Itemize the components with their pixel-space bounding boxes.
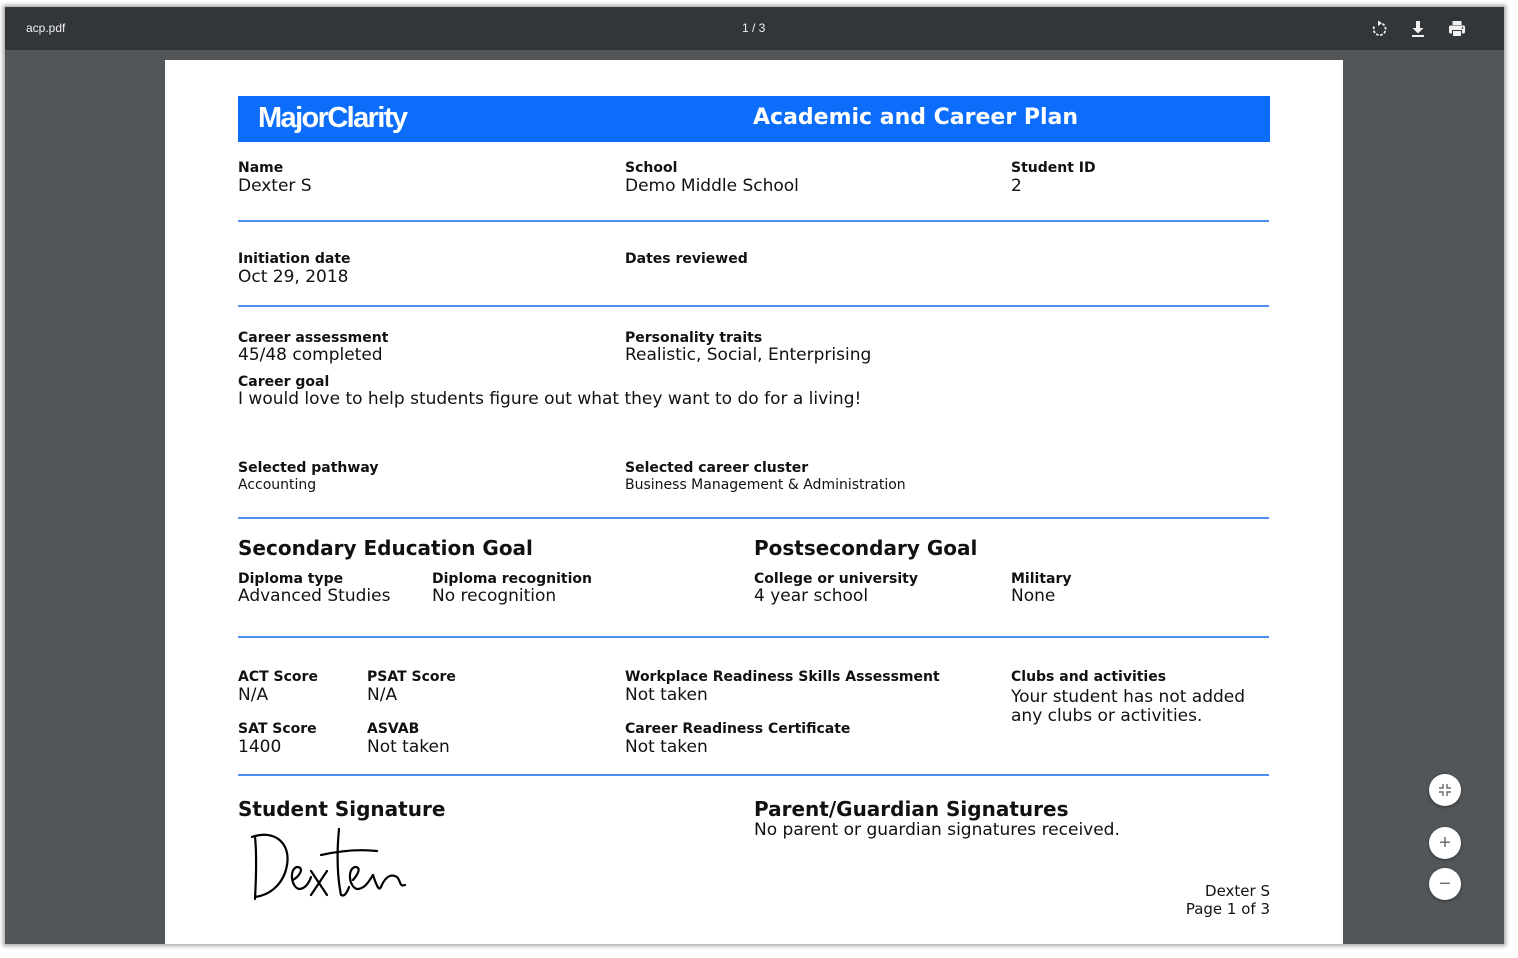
download-icon — [1407, 18, 1429, 40]
footer-page: Page 1 of 3 — [1185, 900, 1270, 918]
rotate-icon — [1368, 18, 1390, 40]
rotate-button[interactable] — [1368, 18, 1390, 40]
college-label: College or university — [754, 571, 918, 587]
minus-icon: − — [1439, 872, 1451, 895]
psat-score-value: N/A — [367, 685, 398, 705]
school-label: School — [625, 160, 678, 176]
career-goal-label: Career goal — [238, 374, 330, 390]
psat-score-label: PSAT Score — [367, 669, 456, 685]
school-value: Demo Middle School — [625, 176, 799, 196]
act-score-label: ACT Score — [238, 669, 318, 685]
parent-signatures-heading: Parent/Guardian Signatures — [754, 797, 1069, 821]
selected-career-cluster-label: Selected career cluster — [625, 460, 809, 476]
print-button[interactable] — [1446, 18, 1468, 40]
student-id-value: 2 — [1011, 176, 1022, 196]
clubs-value-line1: Your student has not added — [1011, 687, 1246, 707]
personality-traits-value: Realistic, Social, Enterprising — [625, 345, 872, 365]
selected-pathway-value: Accounting — [238, 477, 317, 493]
personality-traits-label: Personality traits — [625, 330, 763, 346]
wrsa-value: Not taken — [625, 685, 708, 705]
download-button[interactable] — [1407, 18, 1429, 40]
page-indicator: 1 / 3 — [742, 21, 766, 35]
section-divider — [238, 220, 1269, 222]
page-footer — [1186, 882, 1270, 918]
parent-signatures-value: No parent or guardian signatures received. — [754, 820, 1120, 840]
student-signature-heading: Student Signature — [238, 797, 446, 821]
section-divider — [238, 305, 1269, 307]
sat-score-label: SAT Score — [238, 721, 317, 737]
section-divider — [238, 517, 1269, 519]
postsecondary-goal-heading: Postsecondary Goal — [754, 536, 978, 560]
college-value: 4 year school — [754, 586, 869, 606]
name-value: Dexter S — [238, 176, 312, 196]
viewer-toolbar — [5, 7, 1504, 50]
wrsa-label: Workplace Readiness Skills Assessment — [625, 669, 940, 685]
name-label: Name — [238, 160, 284, 176]
zoom-out-button[interactable] — [1429, 868, 1461, 900]
section-divider — [238, 636, 1269, 638]
pdf-page — [165, 60, 1343, 944]
diploma-recognition-label: Diploma recognition — [432, 571, 592, 587]
document-title: Academic and Career Plan — [753, 105, 1079, 130]
print-icon — [1446, 18, 1468, 40]
zoom-in-button[interactable] — [1429, 827, 1461, 859]
career-goal-value: I would love to help students figure out what they want to do for a living! — [238, 389, 862, 409]
dates-reviewed-label: Dates reviewed — [625, 251, 748, 267]
pdf-viewer-window — [5, 7, 1504, 944]
selected-career-cluster-value: Business Management & Administration — [625, 477, 906, 493]
footer-name: Dexter S — [1205, 882, 1270, 900]
crc-label: Career Readiness Certificate — [625, 721, 851, 737]
sat-score-value: 1400 — [238, 737, 282, 757]
asvab-label: ASVAB — [367, 721, 420, 737]
career-assessment-label: Career assessment — [238, 330, 389, 346]
plus-icon: + — [1439, 831, 1451, 854]
file-name: acp.pdf — [26, 21, 66, 35]
military-value: None — [1011, 586, 1056, 606]
initiation-date-label: Initiation date — [238, 251, 351, 267]
career-assessment-value: 45/48 completed — [238, 345, 383, 365]
military-label: Military — [1011, 571, 1072, 587]
diploma-recognition-value: No recognition — [432, 586, 557, 606]
initiation-date-value: Oct 29, 2018 — [238, 267, 349, 287]
student-signature-image — [249, 825, 419, 905]
diploma-type-value: Advanced Studies — [238, 586, 391, 606]
asvab-value: Not taken — [367, 737, 450, 757]
section-divider — [238, 774, 1269, 776]
header-banner — [238, 96, 1270, 142]
student-id-label: Student ID — [1011, 160, 1096, 176]
clubs-value-line2: any clubs or activities. — [1011, 706, 1203, 726]
crc-value: Not taken — [625, 737, 708, 757]
fit-to-page-icon — [1438, 783, 1452, 797]
fit-to-page-button[interactable] — [1429, 774, 1461, 806]
clubs-label: Clubs and activities — [1011, 669, 1167, 685]
diploma-type-label: Diploma type — [238, 571, 344, 587]
brand-logo: MajorClarity — [258, 102, 407, 134]
act-score-value: N/A — [238, 685, 269, 705]
selected-pathway-label: Selected pathway — [238, 460, 379, 476]
secondary-goal-heading: Secondary Education Goal — [238, 536, 533, 560]
